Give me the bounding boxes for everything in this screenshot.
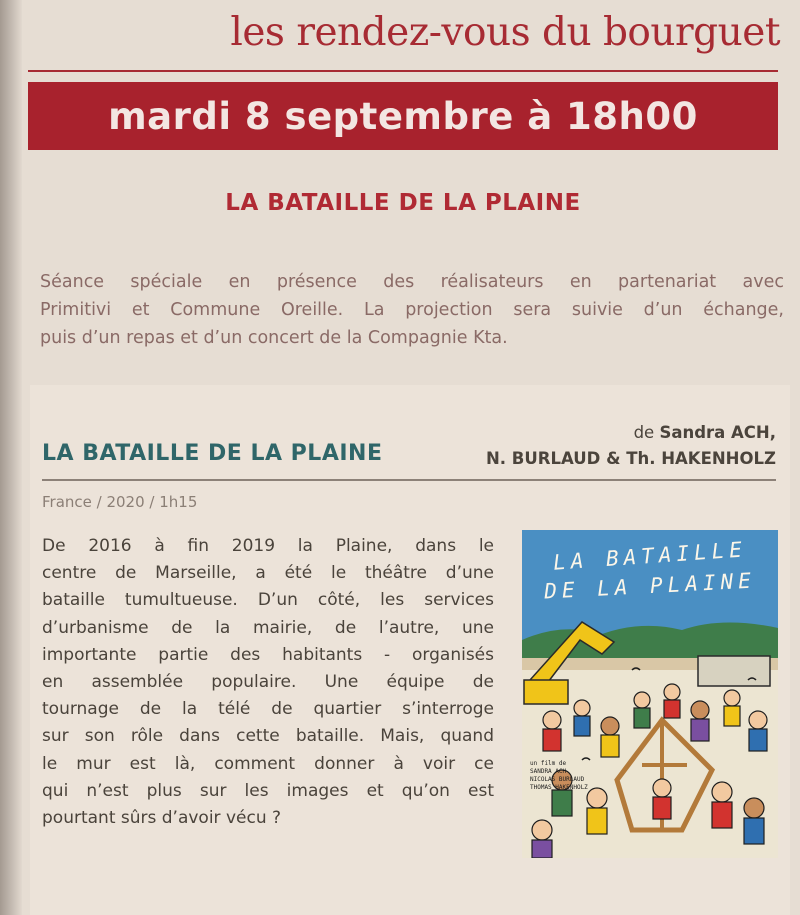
synopsis-line: pourtant sûrs d’avoir vécu ?	[42, 808, 282, 829]
synopsis-line: bataille tumultueuse. D’un côté, les services	[42, 590, 494, 611]
poster-credit-line: un film de	[530, 760, 567, 767]
header-rule	[28, 70, 778, 72]
directors-line-1	[634, 423, 776, 442]
date-banner	[28, 82, 778, 150]
synopsis-line: d’urbanisme de la mairie, de l’autre, une	[42, 617, 494, 638]
poster-credit-line: THOMAS HAKENHOLZ	[530, 784, 588, 791]
synopsis-line: en assemblée populaire. Une équipe de	[42, 672, 494, 693]
intro-line: puis d’un repas et d’un concert de la Compagnie Kta.	[40, 328, 508, 348]
poster-illustration	[522, 530, 778, 858]
intro-line: Séance spéciale en présence des réalisateurs en partenariat avec	[40, 272, 784, 292]
film-title-rule	[42, 479, 776, 481]
page-edge-shadow	[0, 0, 22, 915]
synopsis-line: le mur est là, comment donner à voir ce	[42, 753, 494, 774]
directors-line-2: N. BURLAUD & Th. HAKENHOLZ	[485, 449, 776, 468]
poster-credits	[530, 760, 600, 792]
film-meta: France / 2020 / 1h15	[42, 493, 198, 511]
poster-credit-line: NICOLAS BURLAUD	[530, 776, 585, 783]
synopsis-line: importante partie des habitants - organisés	[42, 644, 494, 665]
film-poster	[522, 530, 778, 858]
intro-line: Primitivi et Commune Oreille. La projection sera suivie d’un échange,	[40, 300, 784, 320]
date-text: mardi 8 septembre à 18h00	[108, 94, 698, 138]
series-title: les rendez-vous du bourguet	[230, 10, 780, 55]
poster-credit-line: SANDRA ACH	[530, 768, 567, 775]
poster-title-line-2: DE LA PLAINE	[543, 568, 757, 604]
film-synopsis	[42, 533, 494, 832]
directors-prefix: de	[633, 423, 660, 442]
director-name: Sandra ACH,	[659, 423, 776, 442]
synopsis-line: qui n’est plus sur les images et qu’on est	[42, 780, 494, 801]
synopsis-line: tournage de la télé de quartier s’interroge	[42, 699, 494, 720]
event-intro	[40, 268, 784, 352]
synopsis-line: centre de Marseille, a été le théâtre d’une	[42, 563, 494, 584]
poster-title-line-1: LA BATAILLE	[552, 537, 748, 575]
film-title: LA BATAILLE DE LA PLAINE	[42, 441, 383, 466]
synopsis-line: sur son rôle dans cette bataille. Mais, quand	[42, 726, 494, 747]
synopsis-line: De 2016 à fin 2019 la Plaine, dans le	[42, 536, 494, 556]
event-heading: LA BATAILLE DE LA PLAINE	[225, 190, 581, 216]
